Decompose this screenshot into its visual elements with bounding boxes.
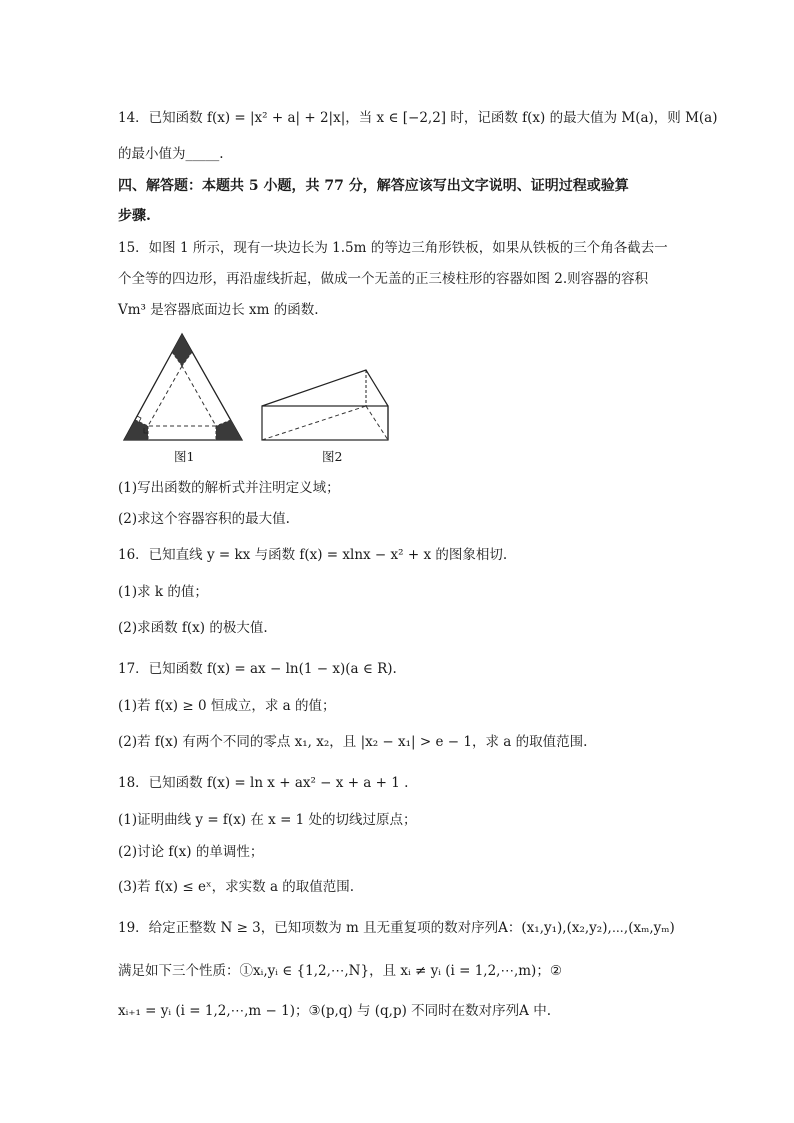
section4-heading-line2: 步骤. xyxy=(118,208,151,224)
q18-line1: 18．已知函数 f(x) = ln x + ax² − x + a + 1 . xyxy=(118,775,409,791)
figure1-caption: 图1 xyxy=(174,449,195,464)
q18-part2: (2)讨论 f(x) 的单调性； xyxy=(118,844,264,860)
q15-line1: 15．如图 1 所示，现有一块边长为 1.5m 的等边三角形铁板，如果从铁板的三个角各截去一 xyxy=(118,240,668,256)
q19-line2: 满足如下三个性质：①xᵢ,yᵢ ∈ {1,2,⋯,N}，且 xᵢ ≠ yᵢ (i = 1,2,⋯,m)；② xyxy=(118,963,562,979)
q15-line2: 个全等的四边形，再沿虚线折起，做成一个无盖的正三棱柱形的容器如图 2.则容器的容积 xyxy=(118,271,649,287)
q17-part2: (2)若 f(x) 有两个不同的零点 x₁, x₂，且 |x₂ − x₁| > e − 1，求 a 的取值范围. xyxy=(118,734,588,750)
q17-line1: 17．已知函数 f(x) = ax − ln(1 − x)(a ∈ R). xyxy=(118,661,397,677)
q15-line3: Vm³ 是容器底面边长 xm 的函数. xyxy=(118,302,319,318)
q17-part1: (1)若 f(x) ≥ 0 恒成立，求 a 的值； xyxy=(118,698,336,714)
q19-line1: 19．给定正整数 N ≥ 3，已知项数为 m 且无重复项的数对序列A：(x₁,y₁),(x₂,y₂),⋯,(xₘ,yₘ) xyxy=(118,920,675,936)
q15-part2: (2)求这个容器容积的最大值. xyxy=(118,511,290,527)
q15-part1: (1)写出函数的解析式并注明定义域； xyxy=(118,480,340,496)
figure2-prism-diagram xyxy=(258,366,408,446)
q14-line2: 的最小值为_____. xyxy=(118,146,224,162)
section4-heading-line1: 四、解答题：本题共 5 小题，共 77 分，解答应该写出文字说明、证明过程或验算 xyxy=(118,178,629,194)
q16-part2: (2)求函数 f(x) 的极大值. xyxy=(118,620,268,636)
figure2-caption: 图2 xyxy=(322,449,343,464)
q14-line1: 14．已知函数 f(x) = |x² + a| + 2|x|，当 x ∈ [−2,2] 时，记函数 f(x) 的最大值为 M(a)，则 M(a) xyxy=(118,110,718,126)
q18-part3: (3)若 f(x) ≤ eˣ，求实数 a 的取值范围. xyxy=(118,879,355,895)
q16-part1: (1)求 k 的值； xyxy=(118,584,208,600)
q16-line1: 16．已知直线 y = kx 与函数 f(x) = xlnx − x² + x 的图象相切. xyxy=(118,547,508,563)
figure1-triangle-diagram xyxy=(118,330,248,445)
q18-part1: (1)证明曲线 y = f(x) 在 x = 1 处的切线过原点； xyxy=(118,812,417,828)
q19-line3: xᵢ₊₁ = yᵢ (i = 1,2,⋯,m − 1)；③(p,q) 与 (q,p) 不同时在数对序列A 中. xyxy=(118,1003,552,1019)
